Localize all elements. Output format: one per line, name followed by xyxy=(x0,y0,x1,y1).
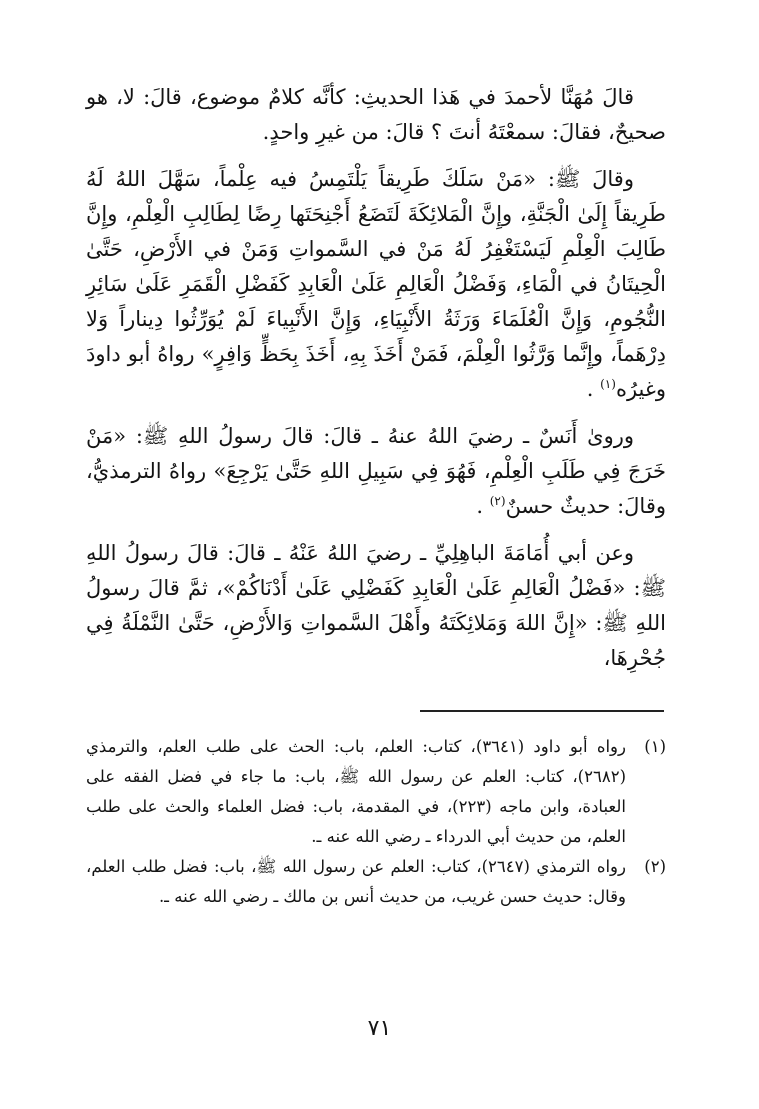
footnote-separator xyxy=(420,710,664,712)
footnotes xyxy=(86,732,666,912)
footnote-1 xyxy=(86,732,666,852)
paragraph-muhanna xyxy=(86,80,666,150)
period: . xyxy=(586,377,594,401)
footnote-text: رواه أبو داود (٣٦٤١)، كتاب: العلم، باب: الحث على طلب العلم، والترمذي (٢٦٨٢)، كتاب: العلم عن رسول الله ﷺ، باب: ما جاء في فضل الفقه على العبادة، وابن ماجه (٢٢٣)، في المقدمة، باب: فضل العلماء والحث على طلب العلم، من حديث أبي الدرداء ـ رضي الله عنه ـ. xyxy=(86,737,626,846)
footnote-ref-2: (٢) xyxy=(489,494,506,508)
paragraph-text: وعن أبي أُمَامَةَ الباهِلِيِّ ـ رضيَ اللهُ عَنْهُ ـ قالَ: قالَ رسولُ اللهِ ﷺ: «فَضْلُ الْعَالِمِ عَلَىٰ الْعَابِدِ كَفَضْلِي عَلَىٰ أَدْنَاكُمْ»، ثمَّ قالَ رسولُ اللهِ ﷺ: «إِنَّ اللهَ وَمَلائِكَتَهُ وأَهْلَ السَّمواتِ وَالأَرْضِ، حَتَّىٰ النَّمْلَةُ فِي جُحْرِهَا، xyxy=(86,541,666,670)
main-text xyxy=(86,80,666,688)
footnote-number: (٢) xyxy=(644,857,666,876)
paragraph-text: قالَ مُهَنَّا لأحمدَ في هَذا الحديثِ: كأنَّه كلامٌ موضوع، قالَ: لا، هو صحيحٌ، فقالَ: سمعْتَهُ أنتَ ؟ قالَ: من غيرِ واحدٍ. xyxy=(86,85,666,144)
paragraph-text: وقالَ ﷺ: «مَنْ سَلَكَ طَرِيقاً يَلْتَمِسُ فيه عِلْماً، سَهَّلَ اللهُ لَهُ طَرِيقاً إِلَىٰ الْجَنَّةِ، وإِنَّ الْمَلائِكَةَ لَتَضَعُ أَجْنِحَتَها رِضًا لِطَالِبِ الْعِلْمِ، وإِنَّ طَالِبَ الْعِلْمِ لَيَسْتَغْفِرُ لَهُ مَنْ في السَّمواتِ وَمَنْ في الأَرْضِ، حَتَّىٰ الْحِيتَانُ في الْمَاءِ، وَفَضْلُ الْعَالِمِ عَلَىٰ الْعَابِدِ كَفَضْلِ الْقَمَرِ عَلَىٰ سَائِرِ النُّجُومِ، وَإِنَّ الْعُلَمَاءَ وَرَثَةُ الأَنْبِيَاءِ، وَإِنَّ الأَنْبِياءَ لَمْ يُوَرِّثُوا دِيناراً وَلا دِرْهَماً، وإِنَّما وَرَّثُوا الْعِلْمَ، فَمَنْ أَخَذَ بِهِ، أَخَذَ بِحَظٍّ وَافِرٍ» رواهُ أبو داودَ وغيرُه xyxy=(86,167,666,401)
paragraph-hadith-path-to-knowledge xyxy=(86,162,666,407)
page-number: ٧١ xyxy=(367,1016,392,1041)
footnote-2 xyxy=(86,852,666,912)
paragraph-hadith-abu-umama xyxy=(86,536,666,676)
paragraph-text: وروىٰ أَنَسٌ ـ رضيَ اللهُ عنهُ ـ قالَ: قالَ رسولُ اللهِ ﷺ: «مَنْ خَرَجَ فِي طَلَبِ الْعِلْمِ، فَهُوَ فِي سَبِيلِ اللهِ حَتَّىٰ يَرْجِعَ» رواهُ الترمذيُّ، وقالَ: حديثٌ حسنٌ xyxy=(86,424,666,518)
footnote-ref-1: (١) xyxy=(600,377,616,391)
footnote-text: رواه الترمذي (٢٦٤٧)، كتاب: العلم عن رسول الله ﷺ، باب: فضل طلب العلم، وقال: حديث حسن غريب، من حديث أنس بن مالك ـ رضي الله عنه ـ. xyxy=(86,857,626,906)
paragraph-hadith-anas xyxy=(86,419,666,524)
period: . xyxy=(476,494,484,518)
footnote-number: (١) xyxy=(644,737,666,756)
